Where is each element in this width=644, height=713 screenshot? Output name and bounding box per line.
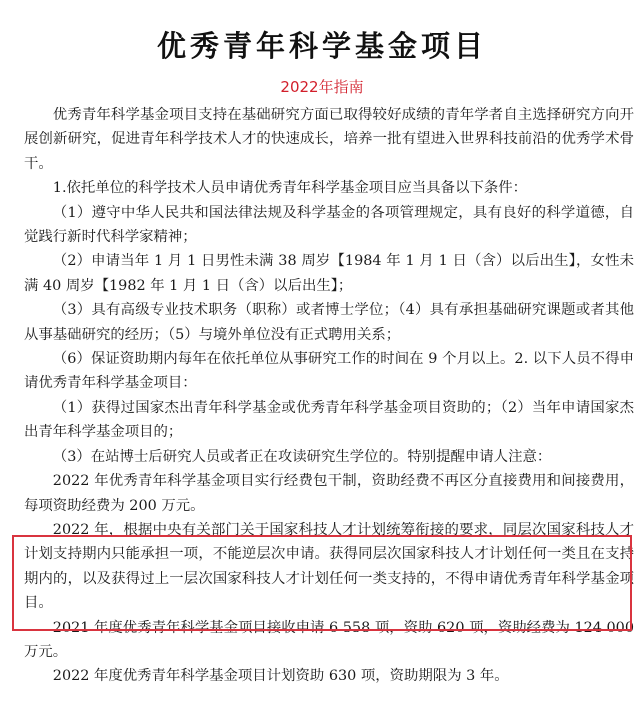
document-title: 优秀青年科学基金项目	[156, 29, 487, 63]
document-subtitle: 2022年指南	[280, 78, 364, 96]
paragraph-2021-stats: 2021 年度优秀青年科学基金项目接收申请 6 558 项，资助 620 项，资助经费为 124 000 万元。	[24, 619, 634, 660]
paragraph-exclusion-1-2: （1）获得过国家杰出青年科学基金或优秀青年科学基金项目资助的；（2）当年申请国家杰出青年科学基金项目的；	[24, 399, 634, 441]
paragraph-condition-1: （1）遵守中华人民共和国法律法规及科学基金的各项管理规定，具有良好的科学道德，自觉践行新时代科学家精神；	[24, 204, 634, 246]
paragraph-exclusion-3: （3）在站博士后研究人员或者正在攻读研究生学位的。特别提醒申请人注意：	[52, 448, 552, 465]
paragraph-condition-2: （2）申请当年 1 月 1 日男性未满 38 周岁【1984 年 1 月 1 日（含）以后出生】，女性未满 40 周岁【1982 年 1 月 1 日（含）以后出生】；	[24, 253, 634, 294]
paragraph-funding: 2022 年优秀青年科学基金项目实行经费包干制，资助经费不再区分直接费用和间接费用，每项资助经费为 200 万元。	[24, 473, 634, 514]
paragraph-condition-3-5: （3）具有高级专业技术职务（职称）或者博士学位；（4）具有承担基础研究课题或者其他从事基础研究的经历；（5）与境外单位没有正式聘用关系；	[24, 302, 634, 343]
document-body	[24, 103, 634, 689]
paragraph-intro: 优秀青年科学基金项目支持在基础研究方面已取得较好成绩的青年学者自主选择研究方向开展创新研究，促进青年科学技术人才的快速成长，培养一批有望进入世界科技前沿的优秀学术骨干。	[24, 107, 634, 172]
paragraph-condition-6: （6）保证资助期内每年在依托单位从事研究工作的时间在 9 个月以上。2. 以下人员不得申请优秀青年科学基金项目：	[24, 351, 634, 392]
paragraph-2022-plan: 2022 年度优秀青年科学基金项目计划资助 630 项，资助期限为 3 年。	[52, 668, 509, 685]
paragraph-conditions-heading: 1.依托单位的科学技术人员申请优秀青年科学基金项目应当具备以下条件：	[52, 180, 528, 197]
paragraph-highlighted-rule: 2022 年，根据中央有关部门关于国家科技人才计划统筹衔接的要求，同层次国家科技人才计划支持期内只能承担一项，不能逆层次申请。获得同层次国家科技人才计划任何一类且在支持期内的，以及获得过上一层次国家科技人才计划任何一类支持的，不得申请优秀青年科学基金项目。	[24, 521, 634, 612]
